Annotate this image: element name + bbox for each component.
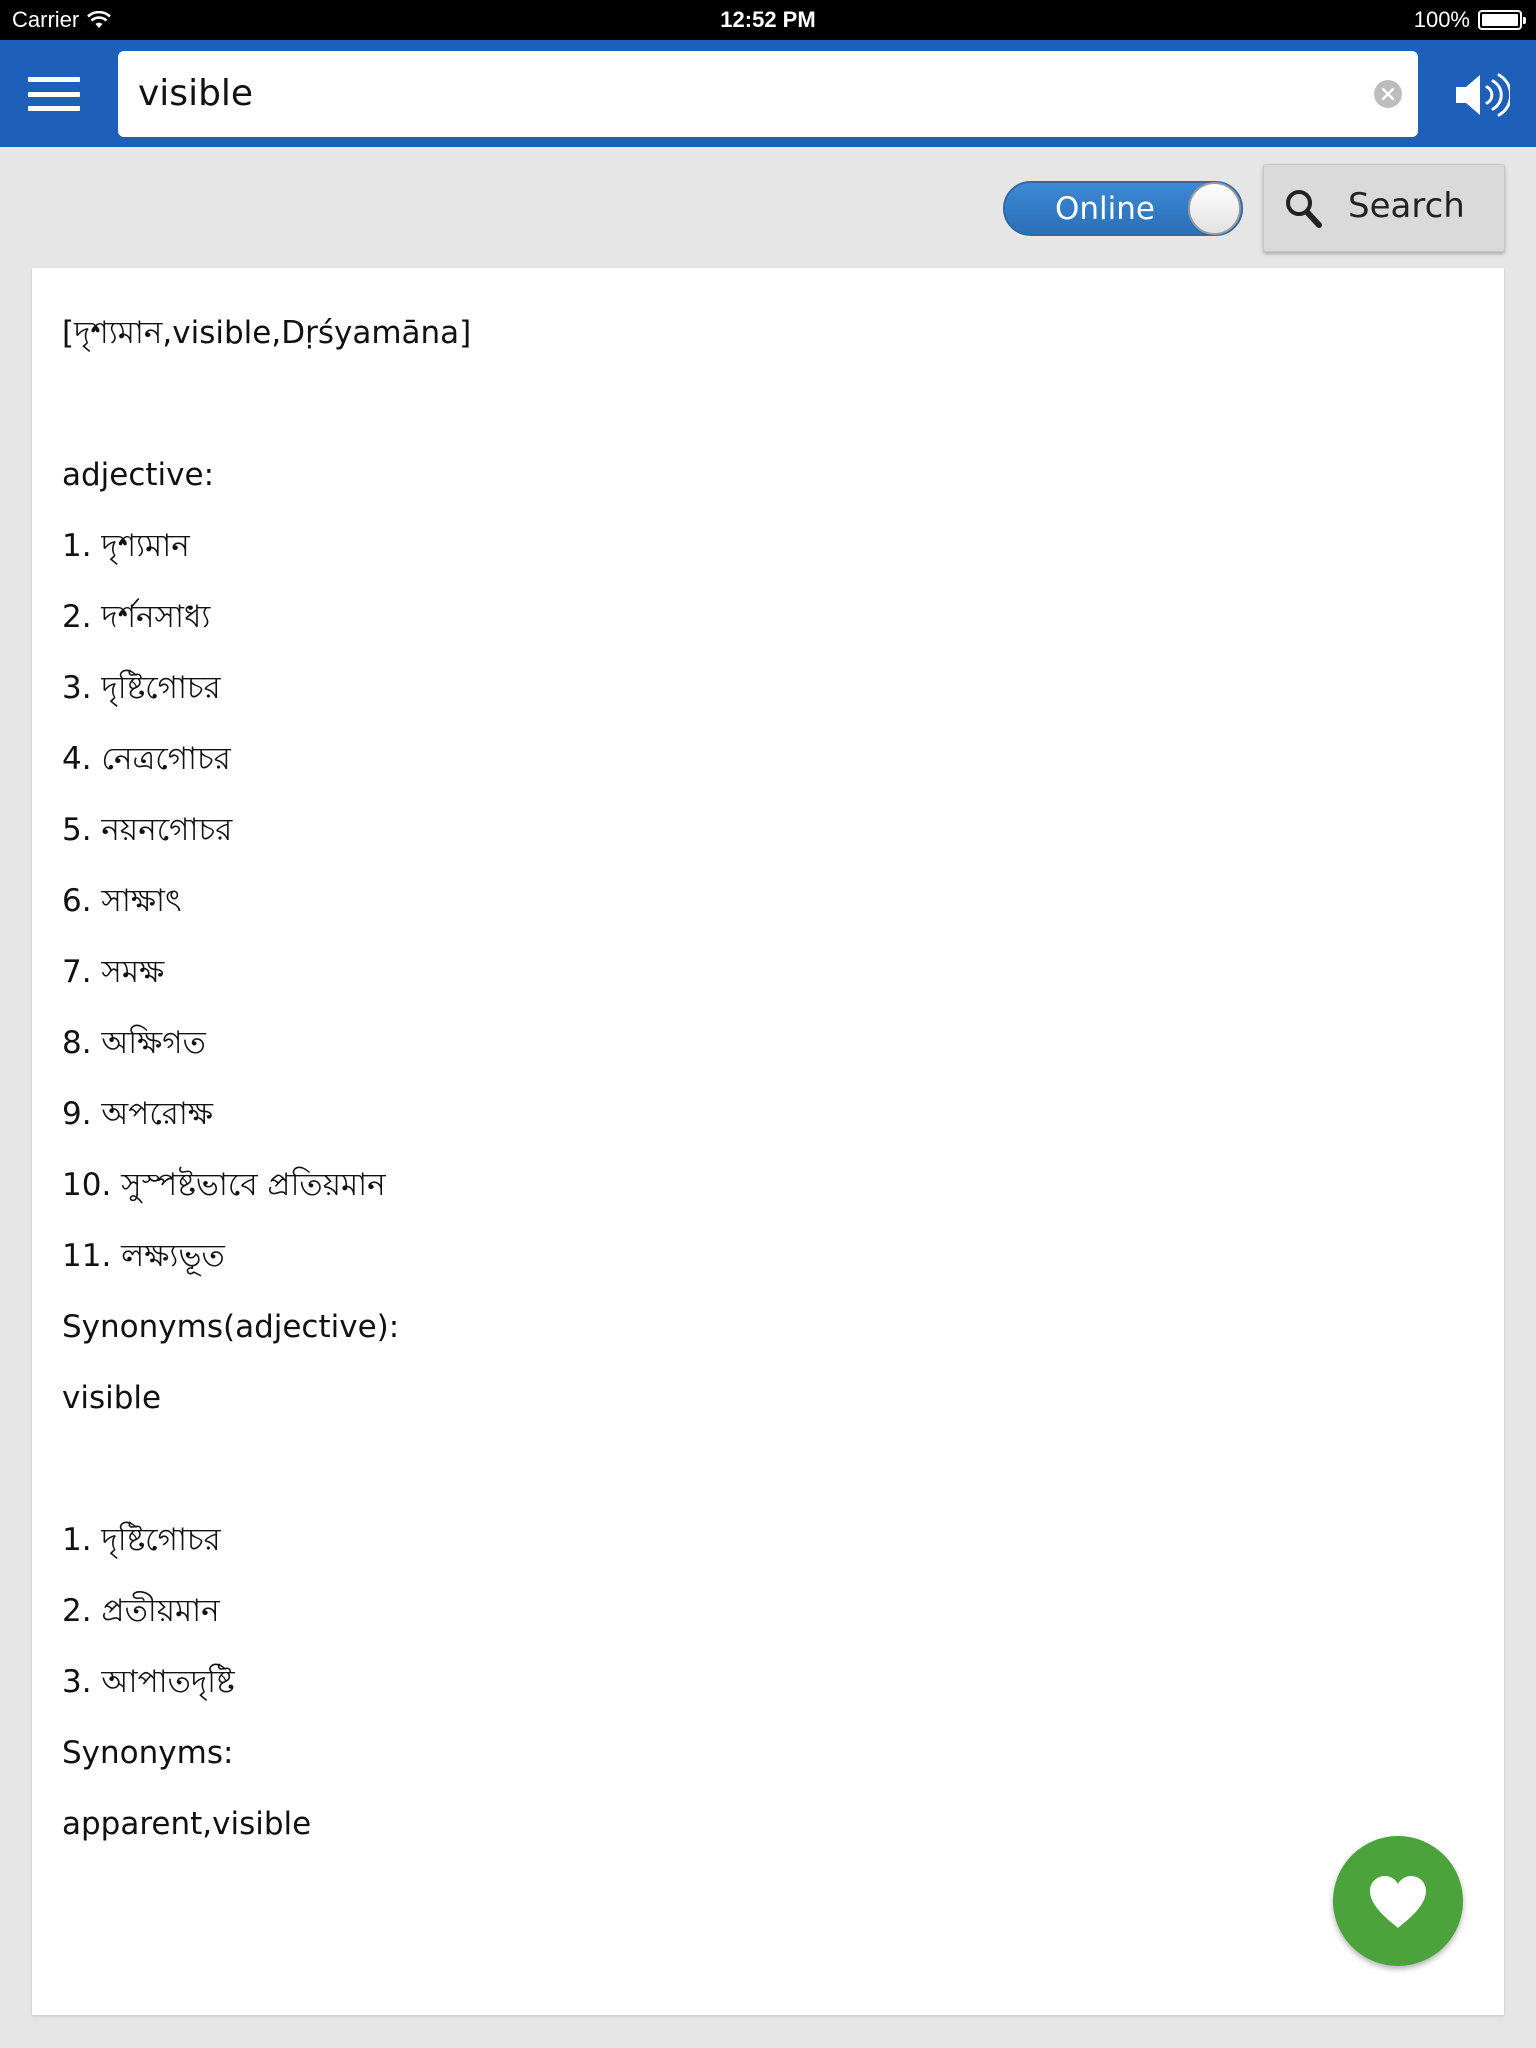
speaker-icon[interactable] xyxy=(1452,70,1510,120)
meaning-item: 1. দৃশ্যমান xyxy=(62,528,190,564)
search-input[interactable] xyxy=(138,65,1338,121)
app-bar xyxy=(0,40,1536,147)
heart-icon xyxy=(1368,1874,1428,1930)
online-toggle-label: Online xyxy=(1055,191,1155,227)
clear-circle-icon[interactable] xyxy=(1374,80,1402,108)
meaning-item: 2. প্রতীয়মান xyxy=(62,1593,220,1629)
synonyms-adjective-value: visible xyxy=(62,1380,162,1416)
synonyms-adjective-label: Synonyms(adjective): xyxy=(62,1309,400,1345)
meaning-item: 2. দর্শনসাধ্য xyxy=(62,599,211,635)
meaning-item: 4. নেত্রগোচর xyxy=(62,741,231,777)
entry-heading: [দৃশ্যমান,visible,Dṛśyamāna] xyxy=(62,315,472,351)
result-card xyxy=(32,268,1504,2015)
meaning-item: 3. দৃষ্টিগোচর xyxy=(62,670,221,706)
meaning-item: 11. লক্ষ্যভূত xyxy=(62,1238,225,1274)
synonyms-label: Synonyms: xyxy=(62,1735,234,1771)
meaning-item: 10. সুস্পষ্টভাবে প্রতিয়মান xyxy=(62,1167,386,1203)
search-icon xyxy=(1284,188,1324,230)
meaning-item: 8. অক্ষিগত xyxy=(62,1025,206,1061)
part-of-speech-label: adjective: xyxy=(62,457,215,493)
carrier-label: Carrier xyxy=(12,7,80,32)
battery-group xyxy=(1414,7,1522,33)
hamburger-menu-icon[interactable] xyxy=(28,77,80,111)
search-button-label: Search xyxy=(1348,186,1465,226)
meaning-item: 1. দৃষ্টিগোচর xyxy=(62,1522,221,1558)
online-toggle[interactable] xyxy=(1003,181,1243,236)
meaning-item: 6. সাক্ষাৎ xyxy=(62,883,182,919)
search-box xyxy=(118,51,1418,137)
meaning-item: 9. অপরোক্ষ xyxy=(62,1096,213,1132)
favorite-button[interactable] xyxy=(1333,1836,1463,1966)
result-content xyxy=(62,298,1462,1860)
toggle-knob xyxy=(1188,182,1241,235)
status-bar xyxy=(0,0,1536,40)
battery-icon xyxy=(1478,10,1522,30)
meaning-item: 7. সমক্ষ xyxy=(62,954,165,990)
status-time: 12:52 PM xyxy=(720,7,816,32)
synonyms-value: apparent,visible xyxy=(62,1806,312,1842)
meaning-item: 3. আপাতদৃষ্টি xyxy=(62,1664,235,1700)
battery-percent: 100% xyxy=(1413,7,1470,32)
meaning-item: 5. নয়নগোচর xyxy=(62,812,233,848)
search-button[interactable] xyxy=(1263,164,1505,252)
